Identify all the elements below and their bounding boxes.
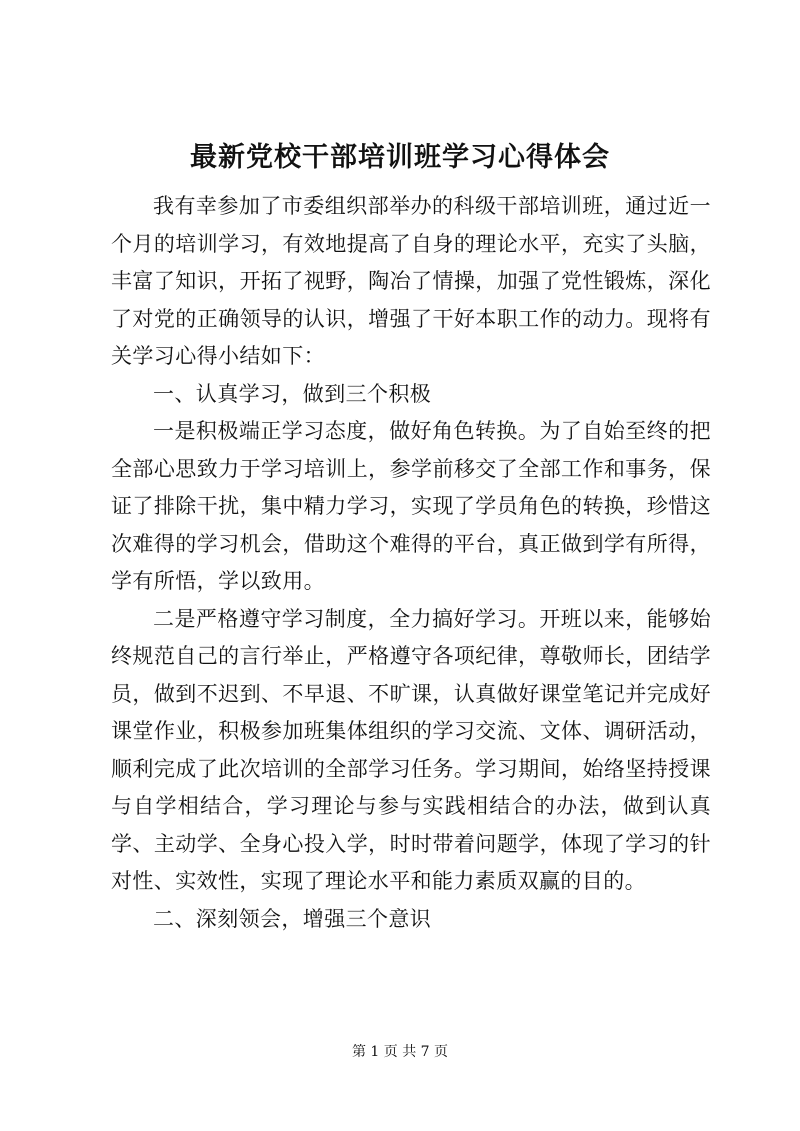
intro-paragraph: 我有幸参加了市委组织部举办的科级干部培训班，通过近一个月的培训学习，有效地提高了自身的理论水平，充实了头脑，丰富了知识，开拓了视野，陶冶了情操，加强了党性锻炼，深化了对党的正确领导的认识，增强了干好本职工作的动力。现将有关学习心得小结如下： — [111, 194, 711, 368]
page-footer: 第 1 页 共 7 页 — [351, 1044, 449, 1060]
paragraph-point-1: 一是积极端正学习态度，做好角色转换。为了自始至终的把全部心思致力于学习培训上，参学前移交了全部工作和事务，保证了排除干扰，集中精力学习，实现了学员角色的转换，珍惜这次难得的学习机会，借助这个难得的平台，真正做到学有所得，学有所悟，学以致用。 — [111, 419, 711, 593]
paragraph-point-2: 二是严格遵守学习制度，全力搞好学习。开班以来，能够始终规范自己的言行举止，严格遵守各项纪律，尊敬师长，团结学员，做到不迟到、不早退、不旷课，认真做好课堂笔记并完成好课堂作业，积极参加班集体组织的学习交流、文体、调研活动，顺利完成了此次培训的全部学习任务。学习期间，始络坚持授课与自学相结合，学习理论与参与实践相结合的办法，做到认真学、主动学、全身心投入学，时时带着问题学，体现了学习的针对性、实效性，实现了理论水平和能力素质双赢的目的。 — [111, 606, 711, 893]
section-heading-1: 一、认真学习，做到三个积极 — [153, 381, 432, 406]
page-title: 最新党校干部培训班学习心得体会 — [190, 142, 610, 173]
section-heading-2: 二、深刻领会，增强三个意识 — [153, 906, 432, 931]
document-body — [111, 188, 711, 938]
